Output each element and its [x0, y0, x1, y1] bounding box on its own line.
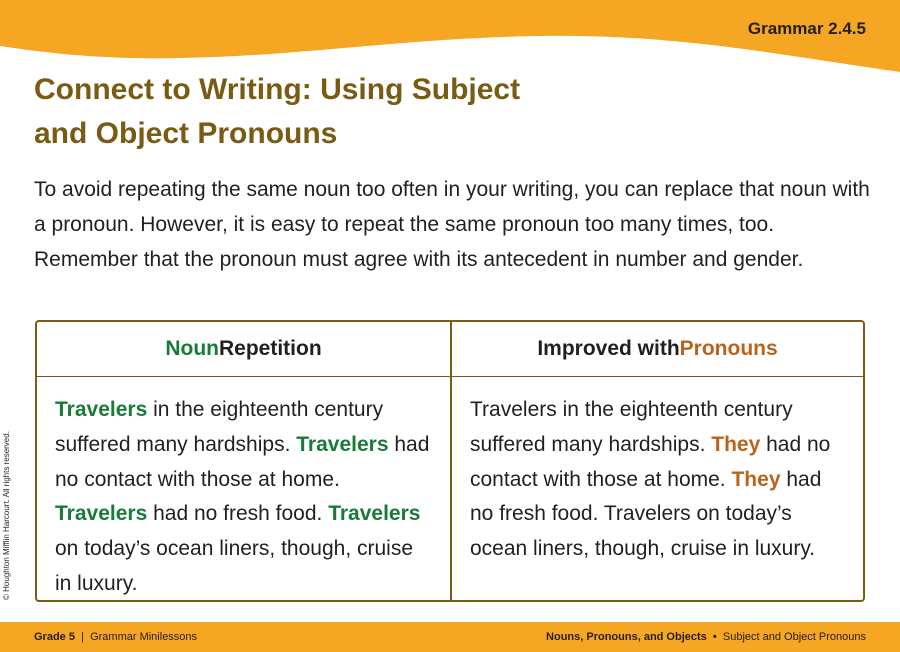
example-text: Travelers in the eighteenth century suffered many hardships. [470, 398, 793, 456]
replacement-pronoun: They [711, 432, 761, 456]
example-text: on today’s ocean liners, though, cruise in luxury. [55, 537, 414, 595]
lesson-number: Grammar 2.4.5 [747, 19, 866, 38]
title-line-2: and Object Pronouns [34, 117, 338, 150]
repeated-noun: Travelers [55, 502, 148, 526]
repeated-noun: Travelers [328, 502, 421, 526]
copyright-notice: © Houghton Mifflin Harcourt. All rights reserved. [2, 431, 11, 600]
example-text: had no fresh food. Travelers on today’s ocean liners, though, cruise in luxury. [470, 467, 822, 561]
comparison-table [35, 320, 865, 602]
pronoun-improved-column [450, 322, 863, 600]
example-text: had no fresh food. [147, 502, 329, 526]
noun-repetition-example [37, 377, 450, 602]
example-text: had no contact with those at home. [470, 432, 831, 491]
example-text: in the eighteenth century suffered many hardships. [55, 398, 384, 456]
header-highlight-noun: Noun [165, 337, 219, 360]
noun-repetition-header [37, 322, 450, 377]
header-text: Improved with [537, 337, 680, 360]
footer-bar [0, 622, 900, 652]
repeated-noun: Travelers [55, 398, 148, 421]
footer-book: Grammar Minilessons [90, 631, 198, 643]
footer-grade: Grade 5 [34, 631, 75, 643]
replacement-pronoun: They [731, 467, 781, 491]
footer-separator: | [81, 631, 84, 643]
footer-lesson: Subject and Object Pronouns [722, 631, 866, 643]
pronoun-improved-example [452, 377, 863, 567]
footer-bullet: • [712, 631, 717, 643]
header-text: Repetition [218, 337, 322, 360]
repeated-noun: Travelers [296, 432, 389, 456]
footer-right [546, 631, 866, 643]
title-line-1: Connect to Writing: Using Subject [34, 73, 521, 106]
intro-paragraph: To avoid repeating the same noun too often in your writing, you can replace that noun with a pronoun. However, it is easy to repeat the same pronoun too many times, too. Remember that the pronoun must agree with its antecedent in number and gender. [34, 178, 870, 271]
noun-repetition-column [37, 322, 450, 600]
pronoun-improved-header [452, 322, 863, 377]
footer-unit: Nouns, Pronouns, and Objects [546, 631, 707, 643]
footer-left [34, 631, 197, 643]
page-title [34, 68, 734, 156]
example-text: had no contact with those at home. [55, 432, 430, 491]
header-highlight-pronouns: Pronouns [679, 337, 778, 360]
